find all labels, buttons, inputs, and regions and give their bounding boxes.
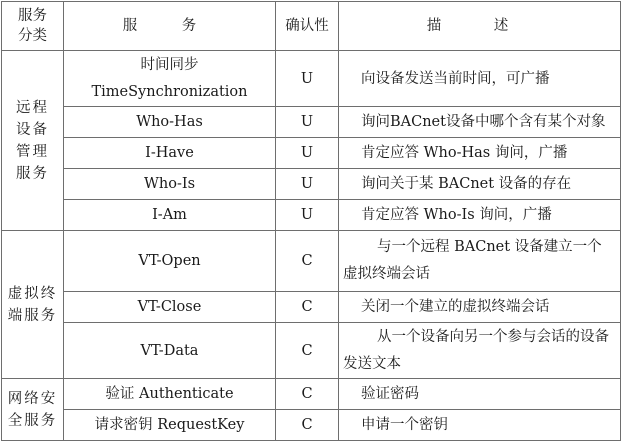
header-category [2, 2, 64, 51]
table-row [2, 379, 621, 410]
header-category-line1: 服务 [18, 8, 47, 24]
table-row [2, 138, 621, 169]
confirm-cell: C [276, 379, 339, 410]
service-name: Who-Is [143, 176, 196, 192]
confirm-cell: C [276, 323, 339, 379]
confirm-cell: U [276, 107, 339, 138]
service-name: I-Am [152, 207, 187, 223]
table-row [2, 410, 621, 441]
service-name: TimeSynchronization [91, 83, 248, 100]
table-row [2, 323, 621, 379]
service-cell [64, 138, 276, 169]
header-category-line2: 分类 [18, 28, 47, 44]
description-cell: 肯定应答 Who-Has 询问，广播 [339, 138, 621, 169]
service-cell [64, 323, 276, 379]
table-row [2, 292, 621, 323]
service-name: I-Have [145, 145, 194, 161]
bacnet-services-table [1, 1, 621, 441]
service-cell [64, 51, 276, 107]
confirm-cell: C [276, 410, 339, 441]
category-line: 管理 [16, 143, 49, 160]
service-name: VT-Data [140, 342, 199, 359]
description-cell: 向设备发送当前时间，可广播 [339, 51, 621, 107]
table-row [2, 51, 621, 107]
category-cell [2, 51, 64, 231]
service-cell [64, 231, 276, 292]
service-cell [64, 107, 276, 138]
confirm-cell: C [276, 231, 339, 292]
category-line: 网络安 [7, 390, 58, 407]
description-cell: 验证密码 [339, 379, 621, 410]
service-name: VT-Open [138, 253, 201, 269]
header-confirm: 确认性 [276, 2, 339, 51]
category-line: 端服务 [7, 307, 58, 324]
table-row [2, 231, 621, 292]
service-name: 时间同步 [140, 56, 199, 73]
header-description: 描 述 [339, 2, 621, 51]
category-line: 远程 [16, 99, 49, 116]
header-service: 服 务 [64, 2, 276, 51]
category-cell [2, 379, 64, 441]
description-cell: 询问关于某 BACnet 设备的存在 [339, 169, 621, 200]
service-cell [64, 169, 276, 200]
description-cell: 从一个设备向另一个参与会话的设备发送文本 [339, 323, 621, 379]
table-row [2, 200, 621, 231]
confirm-cell: U [276, 169, 339, 200]
header-row [2, 2, 621, 51]
confirm-cell: U [276, 200, 339, 231]
table-row [2, 107, 621, 138]
category-line: 全服务 [7, 412, 58, 429]
service-name: VT-Close [137, 299, 202, 315]
description-cell: 与一个远程 BACnet 设备建立一个虚拟终端会话 [339, 231, 621, 292]
confirm-cell: C [276, 292, 339, 323]
description-cell: 申请一个密钥 [339, 410, 621, 441]
confirm-cell: U [276, 138, 339, 169]
category-line: 设备 [16, 121, 49, 138]
confirm-cell: U [276, 51, 339, 107]
service-cell [64, 410, 276, 441]
description-cell: 肯定应答 Who-Is 询问，广播 [339, 200, 621, 231]
service-cell [64, 379, 276, 410]
description-cell: 关闭一个建立的虚拟终端会话 [339, 292, 621, 323]
description-cell: 询问BACnet设备中哪个含有某个对象 [339, 107, 621, 138]
service-name: 请求密钥 RequestKey [94, 417, 245, 433]
table-row [2, 169, 621, 200]
service-cell [64, 292, 276, 323]
category-line: 虚拟终 [7, 285, 58, 302]
service-cell [64, 200, 276, 231]
category-line: 服务 [16, 165, 49, 182]
service-name: Who-Has [136, 114, 203, 130]
service-name: 验证 Authenticate [105, 386, 234, 402]
category-cell [2, 231, 64, 379]
